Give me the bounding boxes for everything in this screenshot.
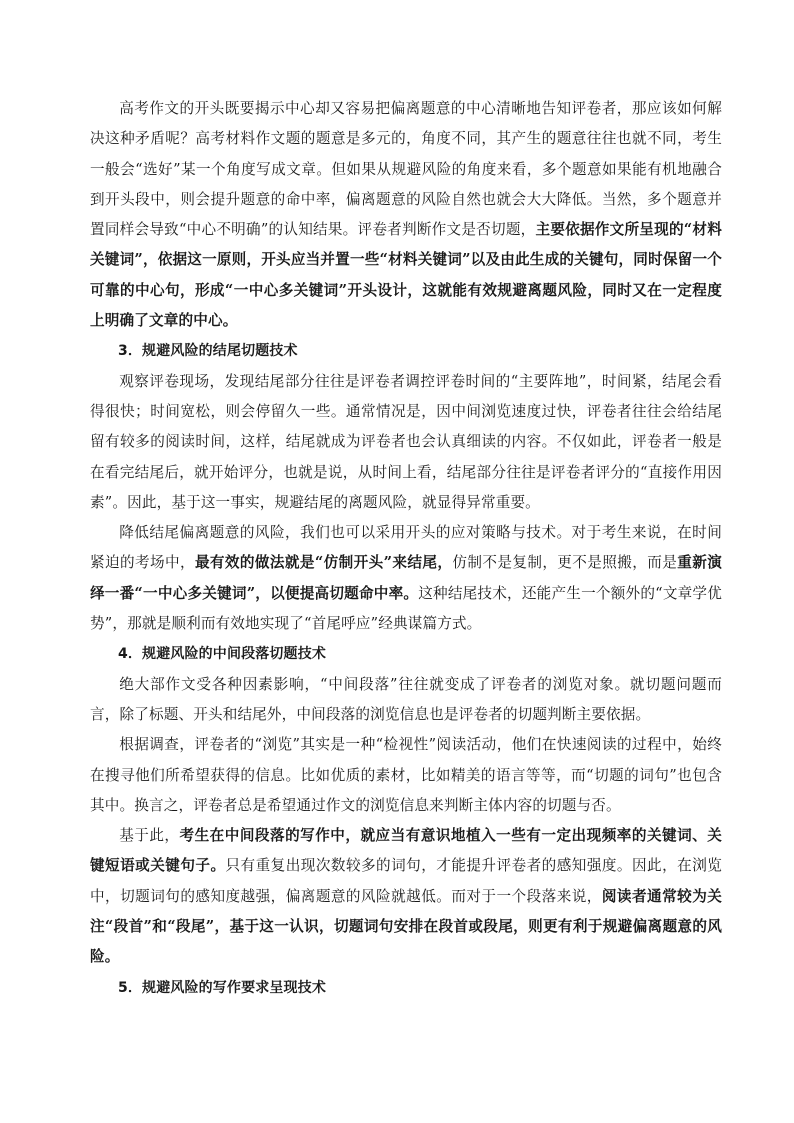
document-body	[90, 94, 722, 1003]
bold-text-run: 考生在中间段落的写作中，就应当有意识地植入一些有一定出现频率的关键词、关键短语或关键句子。	[90, 827, 723, 875]
text-run: 只有重复出现次数较多的词句，才能提升评卷者的感知强度。因此，在浏览中，切题词句的感知度越强，偏离题意的风险就越低。而对于一个段落来说，	[90, 857, 722, 905]
text-run: 高考作文的开头既要揭示中心却又容易把偏离题意的中心清晰地告知评卷者，那应该如何解决这种矛盾呢？高考材料作文题的题意是多元的，角度不同，其产生的题意往往也就不同，考生一般会“选好”某一个角度写成文章。但如果从规避风险的角度来看，多个题意如果能有机地融合到开头段中，则会提升题意的命中率，偏离题意的风险自然也就会大大降低。当然，多个题意并置同样会导致“中心不明确”的认知结果。评卷者判断作文是否切题，	[90, 100, 723, 239]
text-run: 降低结尾偏离题意的风险，我们也可以采用开头的应对策略与技术。对于考生来说，在时间紧迫的考场中，	[90, 524, 722, 572]
text-run: 仿制不是复制，更不是照搬，而是	[452, 554, 678, 572]
heading-text: 4．规避风险的中间段落切题技术	[118, 646, 326, 663]
text-run: 观察评卷现场，发现结尾部分往往是评卷者调控评卷时间的“主要阵地”，时间紧，结尾会看得很快；时间宽松，则会停留久一些。通常情况是，因中间浏览速度过快，评卷者往往会给结尾留有较多的阅读时间，这样，结尾就成为评卷者也会认真细读的内容。不仅如此，评卷者一般是在看完结尾后，就开始评分，也就是说，从时间上看，结尾部分往往是评卷者评分的“直接作用因素”。因此，基于这一事实，规避结尾的离题风险，就显得异常重要。	[90, 372, 722, 511]
bold-text-run: 阅读者通常较为关注“段首”和“段尾”，基于这一认识，切题词句安排在段首或段尾，则更有利于规避偏离题意的风险。	[90, 887, 723, 966]
section-heading-4	[90, 639, 722, 669]
text-run: 基于此，	[119, 827, 180, 845]
paragraph-opening-strategy	[90, 94, 722, 336]
paragraph-middle-strategy	[90, 821, 722, 972]
bold-text-run: 最有效的做法就是“仿制开头”来结尾，	[194, 554, 453, 572]
paragraph-ending-strategy	[90, 518, 722, 639]
heading-text: 3．规避风险的结尾切题技术	[118, 343, 298, 360]
paragraph-ending-observation	[90, 367, 722, 518]
bold-text-run: 重新演绎一番“一中心多关键词”，以便提高切题命中率。	[90, 554, 722, 602]
heading-text: 5．规避风险的写作要求呈现技术	[118, 979, 326, 996]
text-run: 这种结尾技术，还能产生一个额外的“文章学优势”，那就是顺利而有效地实现了“首尾呼应”经典谋篇方式。	[90, 584, 722, 633]
paragraph-middle-survey	[90, 730, 722, 821]
text-run: 绝大部作文受各种因素影响，“中间段落”往往就变成了评卷者的浏览对象。就切题问题而言，除了标题、开头和结尾外，中间段落的浏览信息也是评卷者的切题判断主要依据。	[90, 675, 722, 723]
section-heading-3	[90, 336, 722, 366]
text-run: 根据调查，评卷者的“浏览”其实是一种“检视性”阅读活动，他们在快速阅读的过程中，始终在搜寻他们所希望获得的信息。比如优质的素材，比如精美的语言等等，而“切题的词句”也包含其中。换言之，评卷者总是希望通过作文的浏览信息来判断主体内容的切题与否。	[90, 736, 722, 814]
paragraph-middle-browsing	[90, 670, 722, 731]
bold-text-run: 主要依据作文所呈现的“材料关键词”，依据这一原则，开头应当并置一些“材料关键词”以及由此生成的关键句，同时保留一个可靠的中心句，形成“一中心多关键词”开头设计，这就能有效规避离题风险，同时又在一定程度上明确了文章的中心。	[90, 221, 722, 330]
section-heading-5	[90, 973, 722, 1003]
